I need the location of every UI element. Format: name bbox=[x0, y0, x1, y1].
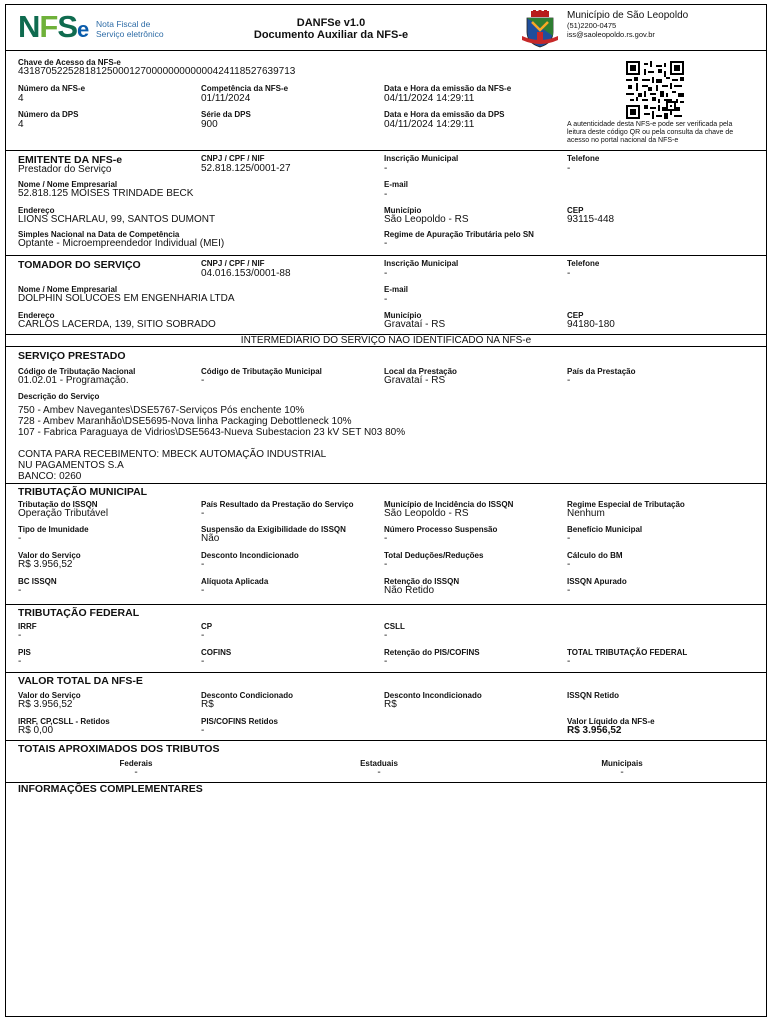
logo-letter-s: S bbox=[57, 9, 78, 44]
vt-pis-value: - bbox=[201, 725, 205, 736]
vt-desconto-cond-value: R$ bbox=[201, 699, 214, 710]
imunidade-value: - bbox=[18, 533, 22, 544]
informacoes-section bbox=[6, 783, 766, 983]
bc-issqn-value: - bbox=[18, 585, 22, 596]
municipio-email: iss@saoleopoldo.rs.gov.br bbox=[567, 30, 655, 39]
document-header bbox=[6, 5, 766, 51]
informacoes-title: INFORMAÇÕES COMPLEMENTARES bbox=[18, 783, 203, 795]
emitente-tel-value: - bbox=[567, 163, 571, 174]
calculo-bm-label: Cálculo do BM bbox=[567, 551, 623, 560]
identificacao-section bbox=[6, 51, 766, 151]
municipio-incidencia-label: Município de Incidência do ISSQN bbox=[384, 500, 514, 509]
intermediario-banner: INTERMEDIÁRIO DO SERVIÇO NÃO IDENTIFICADO NA NFS-e bbox=[6, 335, 766, 347]
vt-irrf-value: R$ 0,00 bbox=[18, 725, 54, 736]
retencao-pis-label: Retenção do PIS/COFINS bbox=[384, 648, 480, 657]
tomador-im-value: - bbox=[384, 268, 388, 279]
tomador-tel-value: - bbox=[567, 268, 571, 279]
tomador-mun-value: Gravataí - RS bbox=[384, 319, 446, 330]
processo-suspensao-label: Número Processo Suspensão bbox=[384, 525, 498, 534]
title-line1: DANFSe v1.0 bbox=[296, 17, 366, 29]
trib-federal-title: TRIBUTAÇÃO FEDERAL bbox=[18, 607, 140, 619]
tomador-mun-label: Município bbox=[384, 311, 422, 320]
tomador-nome-label: Nome / Nome Empresarial bbox=[18, 285, 118, 294]
csll-value: - bbox=[384, 630, 388, 641]
municipio-phone: (51)2200-0475 bbox=[567, 21, 617, 30]
tomador-cnpj-label: CNPJ / CPF / NIF bbox=[201, 259, 265, 268]
vt-liquido-value: R$ 3.956,52 bbox=[567, 725, 622, 736]
pis-value: - bbox=[18, 656, 22, 667]
bc-issqn-label: BC ISSQN bbox=[18, 577, 57, 586]
tomador-cnpj-value: 04.016.153/0001-88 bbox=[201, 268, 291, 279]
emitente-subtitle: Prestador do Serviço bbox=[18, 164, 112, 175]
cofins-label: COFINS bbox=[201, 648, 232, 657]
retencao-issqn-label: Retenção do ISSQN bbox=[384, 577, 460, 586]
emitente-section bbox=[6, 151, 766, 256]
emitente-end-label: Endereço bbox=[18, 206, 55, 215]
emitente-simples-value: Optante - Microempreendedor Individual (MEI) bbox=[18, 238, 225, 249]
conta-line: CONTA PARA RECEBIMENTO: MBECK AUTOMAÇÃO INDUSTRIAL bbox=[18, 449, 327, 460]
calculo-bm-value: - bbox=[567, 559, 571, 570]
suspensao-label: Suspensão da Exigibilidade do ISSQN bbox=[201, 525, 346, 534]
estaduais-value: - bbox=[377, 767, 381, 778]
danfse-document bbox=[5, 4, 767, 1017]
emitente-mun-value: São Leopoldo - RS bbox=[384, 214, 469, 225]
emissao-nfse-label: Data e Hora da emissão da NFS-e bbox=[384, 84, 512, 93]
emitente-tel-label: Telefone bbox=[567, 154, 600, 163]
emitente-simples-label: Simples Nacional na Data de Competência bbox=[18, 230, 180, 239]
cod-nacional-value: 01.02.01 - Programação. bbox=[18, 375, 129, 386]
descricao-label: Descrição do Serviço bbox=[18, 392, 100, 401]
document-title bbox=[236, 17, 426, 41]
emitente-regime-value: - bbox=[384, 238, 388, 249]
municipio-name: Município de São Leopoldo bbox=[567, 10, 689, 21]
serie-dps-value: 900 bbox=[201, 119, 218, 130]
valor-servico-label: Valor do Serviço bbox=[18, 551, 81, 560]
retencao-pis-value: - bbox=[384, 656, 388, 667]
municipio-info bbox=[567, 10, 688, 39]
serie-dps-label: Série da DPS bbox=[201, 110, 251, 119]
pis-label: PIS bbox=[18, 648, 31, 657]
processo-suspensao-value: - bbox=[384, 533, 388, 544]
issqn-apurado-value: - bbox=[567, 585, 571, 596]
csll-label: CSLL bbox=[384, 622, 405, 631]
regime-especial-label: Regime Especial de Tributação bbox=[567, 500, 685, 509]
emissao-nfse-value: 04/11/2024 14:29:11 bbox=[384, 93, 475, 104]
totais-title: TOTAIS APROXIMADOS DOS TRIBUTOS bbox=[18, 743, 220, 755]
emitente-email-label: E-mail bbox=[384, 180, 409, 189]
emitente-im-label: Inscrição Municipal bbox=[384, 154, 459, 163]
emitente-cnpj-label: CNPJ / CPF / NIF bbox=[201, 154, 265, 163]
valor-servico-value: R$ 3.956,52 bbox=[18, 559, 73, 570]
vt-irrf-label: IRRF, CP,CSLL - Retidos bbox=[18, 717, 110, 726]
municipal-crest-icon bbox=[522, 10, 558, 48]
vt-valor-servico-value: R$ 3.956,52 bbox=[18, 699, 73, 710]
descricao-servico bbox=[18, 405, 405, 482]
tomador-end-label: Endereço bbox=[18, 311, 55, 320]
total-federal-value: - bbox=[567, 656, 571, 667]
vt-desconto-incond-value: R$ bbox=[384, 699, 397, 710]
aliquota-label: Alíquota Aplicada bbox=[201, 577, 269, 586]
municipais-label: Municipais bbox=[601, 759, 643, 768]
qr-authenticity-note: A autenticidade desta NFS-e pode ser verificada pela leitura deste código QR ou pela consulta da chave de acesso no portal nacional da NFS-e bbox=[567, 121, 734, 144]
logo-line1: Nota Fiscal de bbox=[96, 19, 151, 29]
numero-nfse-value: 4 bbox=[18, 93, 24, 104]
irrf-value: - bbox=[18, 630, 22, 641]
chave-label: Chave de Acesso da NFS-e bbox=[18, 58, 121, 67]
valor-total-section bbox=[6, 673, 766, 741]
pais-prestacao-label: País da Prestação bbox=[567, 367, 636, 376]
beneficio-value: - bbox=[567, 533, 571, 544]
suspensao-value: Não bbox=[201, 533, 220, 544]
tributacao-municipal-section bbox=[6, 484, 766, 605]
tomador-nome-value: DOLPHIN SOLUCOES EM ENGENHARIA LTDA bbox=[18, 293, 235, 304]
trib-municipal-title: TRIBUTAÇÃO MUNICIPAL bbox=[18, 486, 148, 498]
descricao-line: 728 - Ambev Maranhão\DSE5695-Nova linha Packaging Debottleneck 10% bbox=[18, 416, 352, 427]
regime-especial-value: Nenhum bbox=[567, 508, 605, 519]
emitente-cep-label: CEP bbox=[567, 206, 584, 215]
pais-prestacao-value: - bbox=[567, 375, 571, 386]
trib-issqn-label: Tributação do ISSQN bbox=[18, 500, 98, 509]
conta-line: BANCO: 0260 bbox=[18, 471, 82, 482]
beneficio-label: Benefício Municipal bbox=[567, 525, 643, 534]
desconto-incond-value: - bbox=[201, 559, 205, 570]
chave-value: 43187052252818125000127000000000000424118527639713 bbox=[18, 66, 296, 77]
cp-value: - bbox=[201, 630, 205, 641]
aliquota-value: - bbox=[201, 585, 205, 596]
total-federal-label: TOTAL TRIBUTAÇÃO FEDERAL bbox=[567, 648, 688, 657]
tomador-tel-label: Telefone bbox=[567, 259, 600, 268]
local-prestacao-label: Local da Prestação bbox=[384, 367, 457, 376]
emitente-cnpj-value: 52.818.125/0001-27 bbox=[201, 163, 291, 174]
trib-issqn-value: Operação Tributável bbox=[18, 508, 109, 519]
emitente-nome-label: Nome / Nome Empresarial bbox=[18, 180, 118, 189]
totais-aproximados-section bbox=[6, 741, 766, 783]
descricao-line: 107 - Fabrica Paraguaya de Vidrios\DSE5643-Nueva Subestacion 23 kV SET N03 80% bbox=[18, 427, 406, 438]
deducoes-value: - bbox=[384, 559, 388, 570]
vt-issqn-retido-label: ISSQN Retido bbox=[567, 691, 620, 700]
emitente-im-value: - bbox=[384, 163, 388, 174]
qr-code-icon bbox=[626, 61, 684, 119]
deducoes-label: Total Deduções/Reduções bbox=[384, 551, 484, 560]
cod-municipal-value: - bbox=[201, 375, 205, 386]
emitente-end-value: LIONS SCHARLAU, 99, SANTOS DUMONT bbox=[18, 214, 216, 225]
vt-desconto-incond-label: Desconto Incondicionado bbox=[384, 691, 482, 700]
tomador-cep-value: 94180-180 bbox=[567, 319, 615, 330]
irrf-label: IRRF bbox=[18, 622, 37, 631]
emissao-dps-value: 04/11/2024 14:29:11 bbox=[384, 119, 475, 130]
vt-pis-label: PIS/COFINS Retidos bbox=[201, 717, 278, 726]
descricao-line: 750 - Ambev Navegantes\DSE5767-Serviços Pós enchente 10% bbox=[18, 405, 305, 416]
municipio-incidencia-value: São Leopoldo - RS bbox=[384, 508, 469, 519]
emitente-regime-label: Regime de Apuração Tributária pelo SN bbox=[384, 230, 534, 239]
logo-line2: Serviço eletrônico bbox=[96, 29, 164, 39]
pais-resultado-label: País Resultado da Prestação do Serviço bbox=[201, 500, 354, 509]
cod-nacional-label: Código de Tributação Nacional bbox=[18, 367, 136, 376]
logo-letter-n: N bbox=[18, 9, 40, 44]
tomador-end-value: CARLOS LACERDA, 139, SITIO SOBRADO bbox=[18, 319, 216, 330]
retencao-issqn-value: Não Retido bbox=[384, 585, 435, 596]
emitente-mun-label: Município bbox=[384, 206, 422, 215]
emitente-email-value: - bbox=[384, 189, 388, 200]
tomador-email-label: E-mail bbox=[384, 285, 409, 294]
numero-dps-value: 4 bbox=[18, 119, 24, 130]
competencia-label: Competência da NFS-e bbox=[201, 84, 289, 93]
conta-line: NU PAGAMENTOS S.A bbox=[18, 460, 124, 471]
vt-valor-servico-label: Valor do Serviço bbox=[18, 691, 81, 700]
local-prestacao-value: Gravataí - RS bbox=[384, 375, 446, 386]
title-line2: Documento Auxiliar da NFS-e bbox=[253, 29, 409, 41]
cofins-value: - bbox=[201, 656, 205, 667]
emitente-cep-value: 93115-448 bbox=[567, 214, 615, 225]
estaduais-label: Estaduais bbox=[360, 759, 398, 768]
pais-resultado-value: - bbox=[201, 508, 205, 519]
tomador-cep-label: CEP bbox=[567, 311, 584, 320]
logo-letter-e: e bbox=[77, 17, 89, 42]
desconto-incond-label: Desconto Incondicionado bbox=[201, 551, 299, 560]
servico-title: SERVIÇO PRESTADO bbox=[18, 350, 126, 362]
emitente-title: EMITENTE DA NFS-e bbox=[18, 154, 123, 166]
tributacao-federal-section bbox=[6, 605, 766, 673]
tomador-title: TOMADOR DO SERVIÇO bbox=[18, 259, 141, 271]
emissao-dps-label: Data e Hora da emissão da DPS bbox=[384, 110, 505, 119]
tomador-email-value: - bbox=[384, 294, 388, 305]
cod-municipal-label: Código de Tributação Municipal bbox=[201, 367, 322, 376]
numero-dps-label: Número da DPS bbox=[18, 110, 79, 119]
vt-desconto-cond-label: Desconto Condicionado bbox=[201, 691, 293, 700]
numero-nfse-label: Número da NFS-e bbox=[18, 84, 86, 93]
tomador-section bbox=[6, 256, 766, 335]
emitente-nome-value: 52.818.125 MOISES TRINDADE BECK bbox=[18, 188, 194, 199]
competencia-value: 01/11/2024 bbox=[201, 93, 251, 104]
servico-section bbox=[6, 347, 766, 484]
vt-liquido-label: Valor Líquido da NFS-e bbox=[567, 717, 655, 726]
tomador-im-label: Inscrição Municipal bbox=[384, 259, 459, 268]
issqn-apurado-label: ISSQN Apurado bbox=[567, 577, 627, 586]
nfse-logo bbox=[18, 9, 168, 45]
valor-total-title: VALOR TOTAL DA NFS-E bbox=[18, 675, 143, 687]
federais-value: - bbox=[134, 767, 138, 778]
cp-label: CP bbox=[201, 622, 213, 631]
federais-label: Federais bbox=[119, 759, 153, 768]
imunidade-label: Tipo de Imunidade bbox=[18, 525, 89, 534]
municipais-value: - bbox=[620, 767, 624, 778]
logo-letter-f: F bbox=[39, 9, 58, 44]
